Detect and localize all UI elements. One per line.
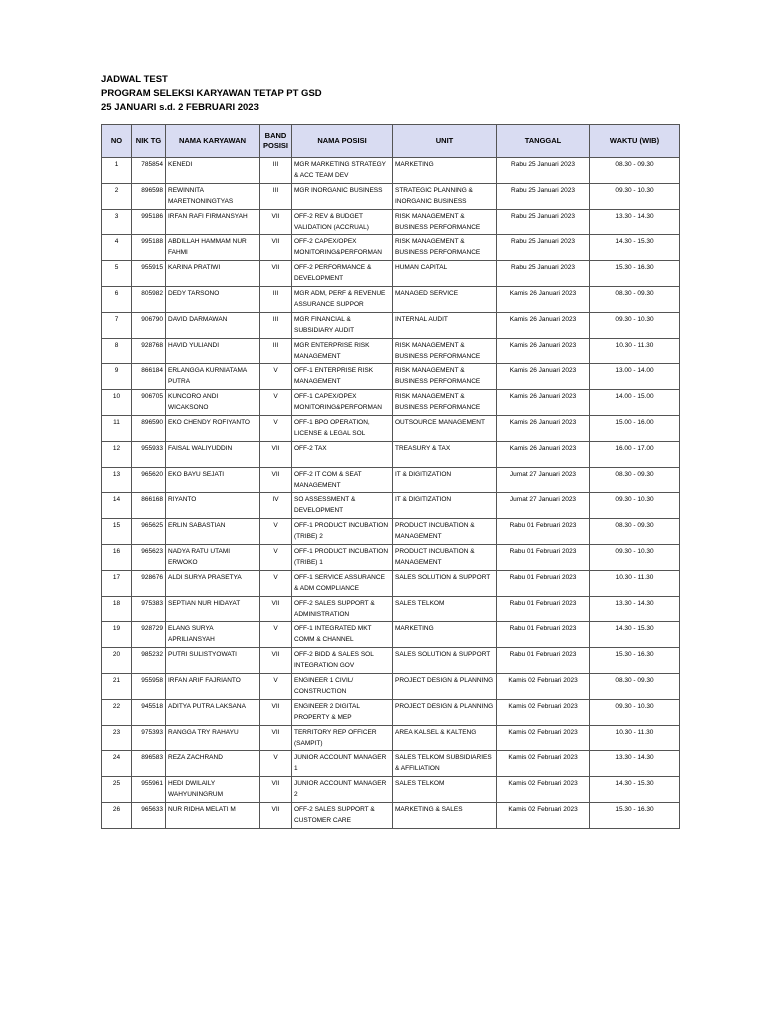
- unit-cell: AREA KALSEL & KALTENG: [393, 725, 497, 751]
- date-cell: Kamis 02 Februari 2023: [497, 802, 590, 828]
- column-header-nik: NIK TG: [132, 125, 166, 158]
- position-cell: TERRITORY REP OFFICER (SAMPIT): [292, 725, 393, 751]
- nik-cell: 896590: [132, 415, 166, 441]
- nik-cell: 995188: [132, 235, 166, 261]
- row-number: 7: [102, 312, 132, 338]
- unit-cell: SALES SOLUTION & SUPPORT: [393, 648, 497, 674]
- date-cell: Kamis 26 Januari 2023: [497, 364, 590, 390]
- time-cell: 14.30 - 15.30: [590, 235, 680, 261]
- employee-name-cell: ELANG SURYA APRILIANSYAH: [166, 622, 260, 648]
- date-cell: Rabu 01 Februari 2023: [497, 544, 590, 570]
- time-cell: 16.00 - 17.00: [590, 441, 680, 467]
- unit-cell: IT & DIGITIZATION: [393, 493, 497, 519]
- table-row: [102, 622, 680, 648]
- table-header-row: [102, 125, 680, 158]
- employee-name-cell: KENEDI: [166, 158, 260, 184]
- nik-cell: 965625: [132, 519, 166, 545]
- column-header-unit: UNIT: [393, 125, 497, 158]
- band-cell: V: [260, 390, 292, 416]
- table-row: [102, 209, 680, 235]
- time-cell: 09.30 - 10.30: [590, 699, 680, 725]
- time-cell: 15.30 - 16.30: [590, 648, 680, 674]
- position-cell: OFF-2 SALES SUPPORT & ADMINISTRATION: [292, 596, 393, 622]
- nik-cell: 965623: [132, 544, 166, 570]
- position-cell: OFF-1 PRODUCT INCUBATION (TRIBE) 1: [292, 544, 393, 570]
- time-cell: 13.30 - 14.30: [590, 209, 680, 235]
- employee-name-cell: NADYA RATU UTAMI ERWOKO: [166, 544, 260, 570]
- nik-cell: 955958: [132, 673, 166, 699]
- band-cell: V: [260, 364, 292, 390]
- date-cell: Kamis 02 Februari 2023: [497, 699, 590, 725]
- band-cell: V: [260, 544, 292, 570]
- date-cell: Rabu 01 Februari 2023: [497, 519, 590, 545]
- column-header-nama-karyawan: NAMA KARYAWAN: [166, 125, 260, 158]
- band-cell: VII: [260, 725, 292, 751]
- time-cell: 09.30 - 10.30: [590, 312, 680, 338]
- unit-cell: IT & DIGITIZATION: [393, 467, 497, 493]
- date-cell: Rabu 25 Januari 2023: [497, 261, 590, 287]
- date-cell: Kamis 26 Januari 2023: [497, 338, 590, 364]
- unit-cell: MARKETING: [393, 158, 497, 184]
- row-number: 19: [102, 622, 132, 648]
- band-cell: V: [260, 415, 292, 441]
- time-cell: 10.30 - 11.30: [590, 570, 680, 596]
- table-row: [102, 158, 680, 184]
- row-number: 5: [102, 261, 132, 287]
- date-cell: Kamis 26 Januari 2023: [497, 286, 590, 312]
- employee-name-cell: RANGGA TRY RAHAYU: [166, 725, 260, 751]
- date-cell: Rabu 25 Januari 2023: [497, 158, 590, 184]
- nik-cell: 928768: [132, 338, 166, 364]
- date-cell: Kamis 02 Februari 2023: [497, 673, 590, 699]
- unit-cell: OUTSOURCE MANAGEMENT: [393, 415, 497, 441]
- nik-cell: 906705: [132, 390, 166, 416]
- employee-name-cell: NUR RIDHA MELATI M: [166, 802, 260, 828]
- row-number: 4: [102, 235, 132, 261]
- employee-name-cell: KUNCORO ANDI WICAKSONO: [166, 390, 260, 416]
- position-cell: OFF-1 ENTERPRISE RISK MANAGEMENT: [292, 364, 393, 390]
- table-row: [102, 415, 680, 441]
- time-cell: 15.30 - 16.30: [590, 802, 680, 828]
- time-cell: 14.00 - 15.00: [590, 390, 680, 416]
- row-number: 16: [102, 544, 132, 570]
- date-cell: Kamis 02 Februari 2023: [497, 725, 590, 751]
- row-number: 10: [102, 390, 132, 416]
- band-cell: VII: [260, 235, 292, 261]
- table-row: [102, 519, 680, 545]
- row-number: 25: [102, 777, 132, 803]
- employee-name-cell: RIYANTO: [166, 493, 260, 519]
- time-cell: 08.30 - 09.30: [590, 519, 680, 545]
- unit-cell: SALES TELKOM: [393, 777, 497, 803]
- time-cell: 13.30 - 14.30: [590, 751, 680, 777]
- date-cell: Kamis 02 Februari 2023: [497, 751, 590, 777]
- nik-cell: 928729: [132, 622, 166, 648]
- table-row: [102, 493, 680, 519]
- date-cell: Rabu 25 Januari 2023: [497, 235, 590, 261]
- time-cell: 08.30 - 09.30: [590, 286, 680, 312]
- band-cell: III: [260, 158, 292, 184]
- nik-cell: 866168: [132, 493, 166, 519]
- employee-name-cell: ADITYA PUTRA LAKSANA: [166, 699, 260, 725]
- table-row: [102, 467, 680, 493]
- nik-cell: 995186: [132, 209, 166, 235]
- table-row: [102, 673, 680, 699]
- employee-name-cell: KARINA PRATIWI: [166, 261, 260, 287]
- band-cell: III: [260, 312, 292, 338]
- row-number: 12: [102, 441, 132, 467]
- date-cell: Kamis 26 Januari 2023: [497, 312, 590, 338]
- unit-cell: SALES TELKOM SUBSIDIARIES & AFFILIATION: [393, 751, 497, 777]
- position-cell: SO ASSESSMENT & DEVELOPMENT: [292, 493, 393, 519]
- position-cell: OFF-2 CAPEX/OPEX MONITORING&PERFORMAN: [292, 235, 393, 261]
- date-cell: Kamis 02 Februari 2023: [497, 777, 590, 803]
- table-row: [102, 364, 680, 390]
- date-cell: Kamis 26 Januari 2023: [497, 390, 590, 416]
- schedule-table: [101, 124, 680, 829]
- row-number: 18: [102, 596, 132, 622]
- nik-cell: 906790: [132, 312, 166, 338]
- time-cell: 15.00 - 16.00: [590, 415, 680, 441]
- column-header-waktu: WAKTU (WIB): [590, 125, 680, 158]
- band-cell: VII: [260, 467, 292, 493]
- nik-cell: 896583: [132, 751, 166, 777]
- position-cell: JUNIOR ACCOUNT MANAGER 2: [292, 777, 393, 803]
- unit-cell: RISK MANAGEMENT & BUSINESS PERFORMANCE: [393, 390, 497, 416]
- unit-cell: MARKETING & SALES: [393, 802, 497, 828]
- unit-cell: RISK MANAGEMENT & BUSINESS PERFORMANCE: [393, 338, 497, 364]
- employee-name-cell: IRFAN ARIF FAJRIANTO: [166, 673, 260, 699]
- position-cell: OFF-1 PRODUCT INCUBATION (TRIBE) 2: [292, 519, 393, 545]
- band-cell: VII: [260, 261, 292, 287]
- row-number: 9: [102, 364, 132, 390]
- table-row: [102, 725, 680, 751]
- document-header: [101, 73, 322, 115]
- row-number: 1: [102, 158, 132, 184]
- table-row: [102, 338, 680, 364]
- band-cell: III: [260, 286, 292, 312]
- date-cell: Rabu 01 Februari 2023: [497, 622, 590, 648]
- employee-name-cell: HAVID YULIANDI: [166, 338, 260, 364]
- time-cell: 13.30 - 14.30: [590, 596, 680, 622]
- unit-cell: STRATEGIC PLANNING & INORGANIC BUSINESS: [393, 183, 497, 209]
- position-cell: OFF-1 SERVICE ASSURANCE & ADM COMPLIANCE: [292, 570, 393, 596]
- position-cell: MGR FINANCIAL & SUBSIDIARY AUDIT: [292, 312, 393, 338]
- row-number: 17: [102, 570, 132, 596]
- row-number: 8: [102, 338, 132, 364]
- row-number: 22: [102, 699, 132, 725]
- nik-cell: 955933: [132, 441, 166, 467]
- unit-cell: SALES SOLUTION & SUPPORT: [393, 570, 497, 596]
- employee-name-cell: ERLIN SABASTIAN: [166, 519, 260, 545]
- band-cell: V: [260, 622, 292, 648]
- position-cell: ENGINEER 2 DIGITAL PROPERTY & MEP: [292, 699, 393, 725]
- band-cell: V: [260, 673, 292, 699]
- row-number: 26: [102, 802, 132, 828]
- nik-cell: 975393: [132, 725, 166, 751]
- table-row: [102, 235, 680, 261]
- band-cell: IV: [260, 493, 292, 519]
- row-number: 6: [102, 286, 132, 312]
- row-number: 21: [102, 673, 132, 699]
- unit-cell: TREASURY & TAX: [393, 441, 497, 467]
- table-row: [102, 699, 680, 725]
- position-cell: MGR MARKETING STRATEGY & ACC TEAM DEV: [292, 158, 393, 184]
- employee-name-cell: REWINNITA MARETNONINGTYAS: [166, 183, 260, 209]
- date-range: 25 JANUARI s.d. 2 FEBRUARI 2023: [101, 102, 259, 113]
- position-cell: MGR ENTERPRISE RISK MANAGEMENT: [292, 338, 393, 364]
- position-cell: OFF-2 BIDD & SALES SOL INTEGRATION GOV: [292, 648, 393, 674]
- table-row: [102, 648, 680, 674]
- table-row: [102, 751, 680, 777]
- employee-name-cell: ALDI SURYA PRASETYA: [166, 570, 260, 596]
- unit-cell: RISK MANAGEMENT & BUSINESS PERFORMANCE: [393, 364, 497, 390]
- band-cell: VII: [260, 441, 292, 467]
- band-cell: III: [260, 338, 292, 364]
- employee-name-cell: DAVID DARMAWAN: [166, 312, 260, 338]
- row-number: 14: [102, 493, 132, 519]
- date-cell: Rabu 01 Februari 2023: [497, 570, 590, 596]
- unit-cell: MANAGED SERVICE: [393, 286, 497, 312]
- position-cell: ENGINEER 1 CIVIL/ CONSTRUCTION: [292, 673, 393, 699]
- time-cell: 08.30 - 09.30: [590, 673, 680, 699]
- nik-cell: 785854: [132, 158, 166, 184]
- table-row: [102, 596, 680, 622]
- unit-cell: PRODUCT INCUBATION & MANAGEMENT: [393, 544, 497, 570]
- table-row: [102, 286, 680, 312]
- band-cell: V: [260, 570, 292, 596]
- position-cell: OFF-2 PERFORMANCE & DEVELOPMENT: [292, 261, 393, 287]
- row-number: 3: [102, 209, 132, 235]
- band-cell: VII: [260, 802, 292, 828]
- date-cell: Kamis 26 Januari 2023: [497, 441, 590, 467]
- employee-name-cell: HEDI DWILAILY WAHYUNINGRUM: [166, 777, 260, 803]
- table-body: [102, 158, 680, 829]
- column-header-no: NO: [102, 125, 132, 158]
- document-title: JADWAL TEST: [101, 74, 168, 85]
- unit-cell: PROJECT DESIGN & PLANNING: [393, 699, 497, 725]
- time-cell: 10.30 - 11.30: [590, 338, 680, 364]
- unit-cell: PROJECT DESIGN & PLANNING: [393, 673, 497, 699]
- nik-cell: 955961: [132, 777, 166, 803]
- unit-cell: MARKETING: [393, 622, 497, 648]
- table-row: [102, 777, 680, 803]
- time-cell: 09.30 - 10.30: [590, 493, 680, 519]
- position-cell: OFF-2 TAX: [292, 441, 393, 467]
- position-cell: MGR INORGANIC BUSINESS: [292, 183, 393, 209]
- table-row: [102, 390, 680, 416]
- band-cell: VII: [260, 648, 292, 674]
- table-row: [102, 441, 680, 467]
- unit-cell: PRODUCT INCUBATION & MANAGEMENT: [393, 519, 497, 545]
- row-number: 2: [102, 183, 132, 209]
- nik-cell: 965633: [132, 802, 166, 828]
- nik-cell: 896598: [132, 183, 166, 209]
- employee-name-cell: FAISAL WALIYUDDIN: [166, 441, 260, 467]
- band-cell: V: [260, 751, 292, 777]
- nik-cell: 955915: [132, 261, 166, 287]
- table-row: [102, 183, 680, 209]
- program-title: PROGRAM SELEKSI KARYAWAN TETAP PT GSD: [101, 88, 322, 99]
- date-cell: Rabu 25 Januari 2023: [497, 183, 590, 209]
- time-cell: 14.30 - 15.30: [590, 622, 680, 648]
- table-row: [102, 544, 680, 570]
- band-cell: VII: [260, 596, 292, 622]
- date-cell: Kamis 26 Januari 2023: [497, 415, 590, 441]
- employee-name-cell: DEDY TARSONO: [166, 286, 260, 312]
- time-cell: 14.30 - 15.30: [590, 777, 680, 803]
- row-number: 24: [102, 751, 132, 777]
- band-cell: III: [260, 183, 292, 209]
- band-cell: VII: [260, 777, 292, 803]
- time-cell: 09.30 - 10.30: [590, 183, 680, 209]
- unit-cell: SALES TELKOM: [393, 596, 497, 622]
- nik-cell: 965620: [132, 467, 166, 493]
- nik-cell: 866184: [132, 364, 166, 390]
- position-cell: OFF-2 SALES SUPPORT & CUSTOMER CARE: [292, 802, 393, 828]
- employee-name-cell: EKO BAYU SEJATI: [166, 467, 260, 493]
- nik-cell: 945518: [132, 699, 166, 725]
- time-cell: 15.30 - 16.30: [590, 261, 680, 287]
- unit-cell: HUMAN CAPITAL: [393, 261, 497, 287]
- date-cell: Rabu 01 Februari 2023: [497, 648, 590, 674]
- date-cell: Jumat 27 Januari 2023: [497, 493, 590, 519]
- nik-cell: 975383: [132, 596, 166, 622]
- time-cell: 13.00 - 14.00: [590, 364, 680, 390]
- position-cell: JUNIOR ACCOUNT MANAGER 1: [292, 751, 393, 777]
- employee-name-cell: ABDILLAH HAMMAM NUR FAHMI: [166, 235, 260, 261]
- position-cell: OFF-1 CAPEX/OPEX MONITORING&PERFORMAN: [292, 390, 393, 416]
- band-cell: VII: [260, 699, 292, 725]
- table-row: [102, 312, 680, 338]
- employee-name-cell: REZA ZACHRAND: [166, 751, 260, 777]
- time-cell: 08.30 - 09.30: [590, 158, 680, 184]
- unit-cell: RISK MANAGEMENT & BUSINESS PERFORMANCE: [393, 209, 497, 235]
- row-number: 15: [102, 519, 132, 545]
- nik-cell: 805982: [132, 286, 166, 312]
- row-number: 23: [102, 725, 132, 751]
- time-cell: 10.30 - 11.30: [590, 725, 680, 751]
- position-cell: OFF-2 REV & BUDGET VALIDATION (ACCRUAL): [292, 209, 393, 235]
- nik-cell: 928676: [132, 570, 166, 596]
- band-cell: V: [260, 519, 292, 545]
- employee-name-cell: EKO CHENDY ROFIYANTO: [166, 415, 260, 441]
- row-number: 20: [102, 648, 132, 674]
- nik-cell: 985232: [132, 648, 166, 674]
- table-row: [102, 570, 680, 596]
- date-cell: Jumat 27 Januari 2023: [497, 467, 590, 493]
- unit-cell: INTERNAL AUDIT: [393, 312, 497, 338]
- position-cell: OFF-1 BPO OPERATION, LICENSE & LEGAL SOL: [292, 415, 393, 441]
- time-cell: 09.30 - 10.30: [590, 544, 680, 570]
- employee-name-cell: IRFAN RAFI FIRMANSYAH: [166, 209, 260, 235]
- employee-name-cell: ERLANGGA KURNIATAMA PUTRA: [166, 364, 260, 390]
- position-cell: OFF-2 IT COM & SEAT MANAGEMENT: [292, 467, 393, 493]
- employee-name-cell: PUTRI SULISTYOWATI: [166, 648, 260, 674]
- table-row: [102, 261, 680, 287]
- position-cell: MGR ADM, PERF & REVENUE ASSURANCE SUPPOR: [292, 286, 393, 312]
- table-row: [102, 802, 680, 828]
- row-number: 11: [102, 415, 132, 441]
- position-cell: OFF-1 INTEGRATED MKT COMM & CHANNEL: [292, 622, 393, 648]
- time-cell: 08.30 - 09.30: [590, 467, 680, 493]
- column-header-nama-posisi: NAMA POSISI: [292, 125, 393, 158]
- unit-cell: RISK MANAGEMENT & BUSINESS PERFORMANCE: [393, 235, 497, 261]
- date-cell: Rabu 01 Februari 2023: [497, 596, 590, 622]
- date-cell: Rabu 25 Januari 2023: [497, 209, 590, 235]
- employee-name-cell: SEPTIAN NUR HIDAYAT: [166, 596, 260, 622]
- column-header-tanggal: TANGGAL: [497, 125, 590, 158]
- band-cell: VII: [260, 209, 292, 235]
- row-number: 13: [102, 467, 132, 493]
- column-header-band-posisi: BAND POSISI: [260, 125, 292, 158]
